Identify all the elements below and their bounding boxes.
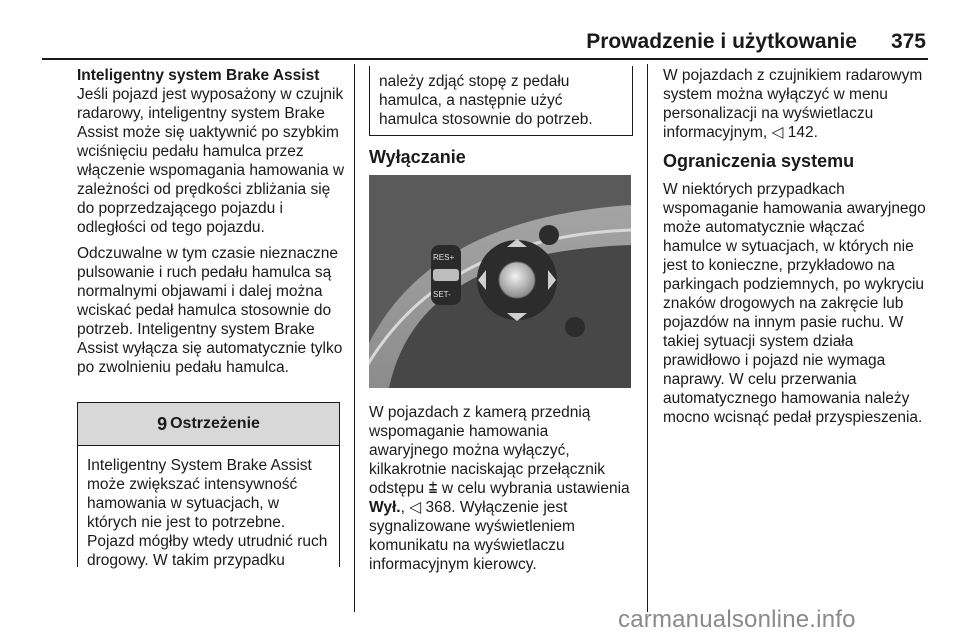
page-number: 375 <box>890 30 926 53</box>
text-part: w celu wybrania ustawienia <box>437 480 630 497</box>
paragraph-wylaczanie <box>369 403 631 574</box>
rocker-bar <box>433 269 459 281</box>
gap-switch-icon: ⩲ <box>428 480 438 497</box>
page-reference-icon: ◁ <box>771 124 784 141</box>
warning-title: Ostrzeżenie <box>170 415 260 432</box>
gap-button <box>565 317 585 337</box>
text-part: W pojazdach z kamerą przednią wspomaganie hamowania awaryjnego można wyłączyć, kilkakrotnie naciskając przełącznik odstępu <box>369 404 606 497</box>
warning-header <box>78 403 339 446</box>
warning-body: Inteligentny System Brake Assist może zwiększać intensywność hamowania w sytuacjach, w których nie jest to potrzebne. Pojazd mógłby wtedy utrudnić ruch drogowy. W takim przypadku <box>87 457 328 569</box>
column-2-heading-wrap <box>369 148 631 167</box>
warning-continuation-box <box>369 66 633 136</box>
center-knob <box>499 262 535 298</box>
setting-off: Wył. <box>369 499 401 516</box>
column-divider-1 <box>354 64 355 612</box>
text-part: W pojazdach z czujnikiem radarowym system można wyłączyć w menu personalizacji na wyświetlaczu informacyjnym, <box>663 67 923 141</box>
page-reference-icon: ◁ <box>409 499 422 516</box>
phone-button <box>539 225 559 245</box>
column-3 <box>663 66 927 434</box>
res-label: RES+ <box>433 253 455 262</box>
paragraph-brake-assist-1: Jeśli pojazd jest wyposażony w czujnik radarowy, inteligentny system Brake Assist może się uaktywnić po szybkim wciśnięciu pedału hamulca przez włączenie wspomagania hamowania w zależności od prędkości zbliżania się do poprzedzającego pojazdu i odległości od tego pojazdu. <box>77 86 345 236</box>
warning-box <box>77 402 340 567</box>
page-header <box>40 30 926 52</box>
column-2-text <box>369 403 631 581</box>
column-1 <box>77 66 345 384</box>
text-part: , <box>400 499 410 516</box>
watermark: carmanualsonline.info <box>618 606 856 633</box>
paragraph-radar-off <box>663 66 927 142</box>
paragraph-brake-assist-2: Odczuwalne w tym czasie nieznaczne pulsowanie i ruch pedału hamulca są normalnymi objawami i dalej można wciskać pedał hamulca stosownie do potrzeb. Inteligentny system Brake Assist wyłącza się automatycznie tylko po zwolnieniu pedału hamulca. <box>77 245 343 376</box>
text-part: 368. Wyłączenie jest sygnalizowane wyświetleniem komunikatu na wyświetlaczu informacyjnym kierowcy. <box>369 499 575 573</box>
steering-wheel-photo <box>369 175 631 388</box>
column-divider-2 <box>647 64 648 612</box>
section-heading-brake-assist: Inteligentny system Brake Assist <box>77 67 320 84</box>
section-heading-wylaczanie: Wyłączanie <box>369 147 466 167</box>
steering-wheel-illustration <box>369 175 631 388</box>
set-label: SET- <box>433 290 451 299</box>
header-rule <box>42 58 928 60</box>
paragraph-ograniczenia: W niektórych przypadkach wspomaganie hamowania awaryjnego może automatycznie włączać hamulce w sytuacjach, w których nie jest to konieczne, przykładowo na parkingach podziemnych, po wykryciu znaków drogowych na zakręcie lub pojazdów na innym pasie ruchu. W takiej sytuacji system działa prawidłowo i pojazd nie wymaga naprawy. W celu przerwania automatycznego hamowania należy mocno wcisnąć pedał przyspieszenia. <box>663 181 926 426</box>
warning-icon: 9 <box>157 413 168 434</box>
page-title: Prowadzenie i użytkowanie <box>586 30 857 53</box>
section-heading-ograniczenia: Ograniczenia systemu <box>663 151 855 171</box>
warning-continuation-text: należy zdjąć stopę z pedału hamulca, a następnie użyć hamulca stosownie do potrzeb. <box>379 73 593 128</box>
text-part: 142. <box>783 124 818 141</box>
